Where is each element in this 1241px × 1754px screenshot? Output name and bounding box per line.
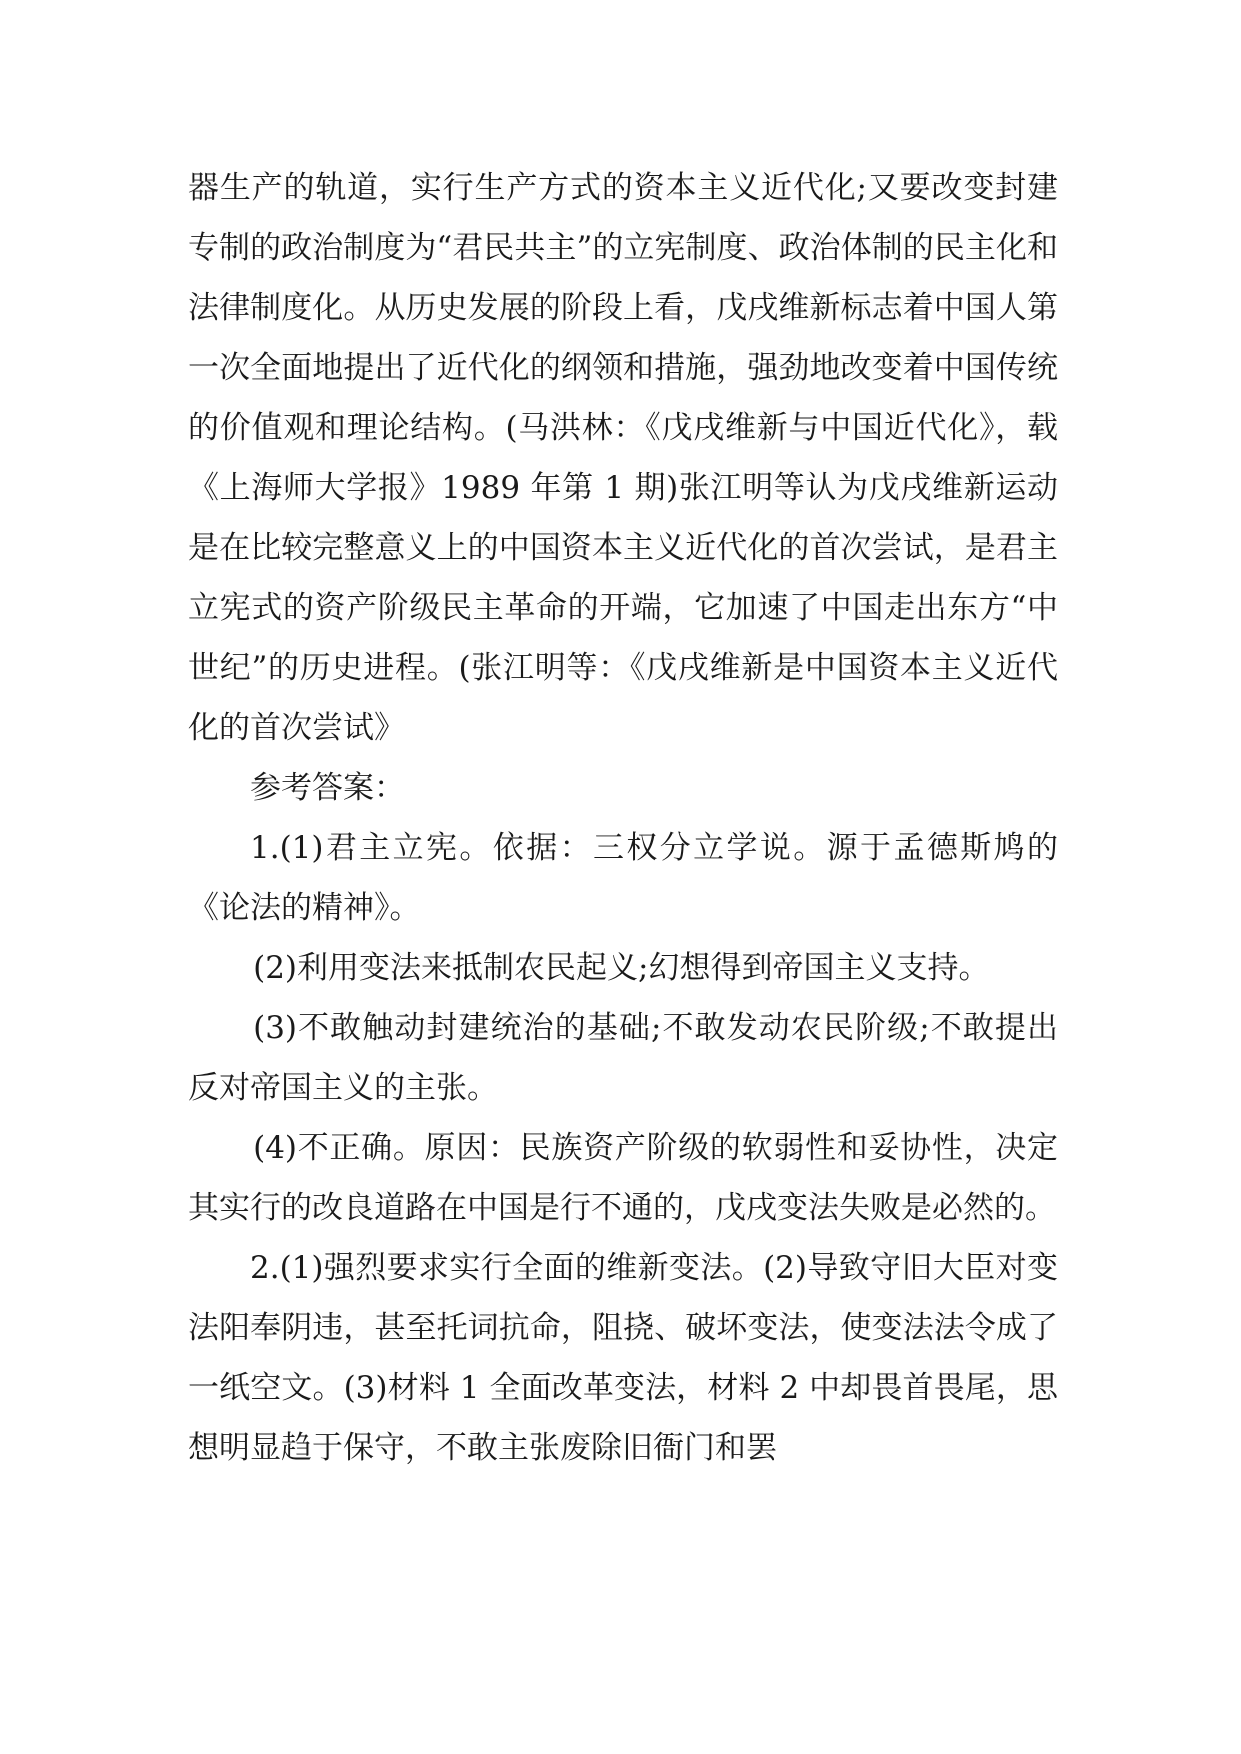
paragraph-answer-1-3: (3)不敢触动封建统治的基础;不敢发动农民阶级;不敢提出反对帝国主义的主张。 xyxy=(188,1010,1058,1106)
paragraph-answer-2: 2.(1)强烈要求实行全面的维新变法。(2)导致守旧大臣对变法阳奉阴违，甚至托词抗命，阻挠、破坏变法，使变法法令成了一纸空文。(3)材料 1 全面改革变法，材料 2 中却畏首畏尾，思想明显趋于保守，不敢主张废除旧衙门和罢 xyxy=(188,1250,1058,1466)
document-body xyxy=(188,158,1058,1478)
paragraph-answer-1-1: 1.(1)君主立宪。依据：三权分立学说。源于孟德斯鸠的《论法的精神》。 xyxy=(188,830,1058,926)
paragraph-answer-1-4: (4)不正确。原因：民族资产阶级的软弱性和妥协性，决定其实行的改良道路在中国是行不通的，戊戌变法失败是必然的。 xyxy=(188,1130,1058,1226)
paragraph-answer-heading: 参考答案： xyxy=(250,770,405,806)
paragraph-answer-1-2: (2)利用变法来抵制农民起义;幻想得到帝国主义支持。 xyxy=(253,950,990,986)
paragraph-historiography: 器生产的轨道，实行生产方式的资本主义近代化;又要改变封建专制的政治制度为“君民共主”的立宪制度、政治体制的民主化和法律制度化。从历史发展的阶段上看，戊戌维新标志着中国人第一次全面地提出了近代化的纲领和措施，强劲地改变着中国传统的价值观和理论结构。(马洪林：《戊戌维新与中国近代化》，载《上海师大学报》1989 年第 1 期)张江明等认为戊戌维新运动是在比较完整意义上的中国资本主义近代化的首次尝试，是君主立宪式的资产阶级民主革命的开端，它加速了中国走出东方“中世纪”的历史进程。(张江明等：《戊戌维新是中国资本主义近代化的首次尝试》 xyxy=(188,170,1058,746)
